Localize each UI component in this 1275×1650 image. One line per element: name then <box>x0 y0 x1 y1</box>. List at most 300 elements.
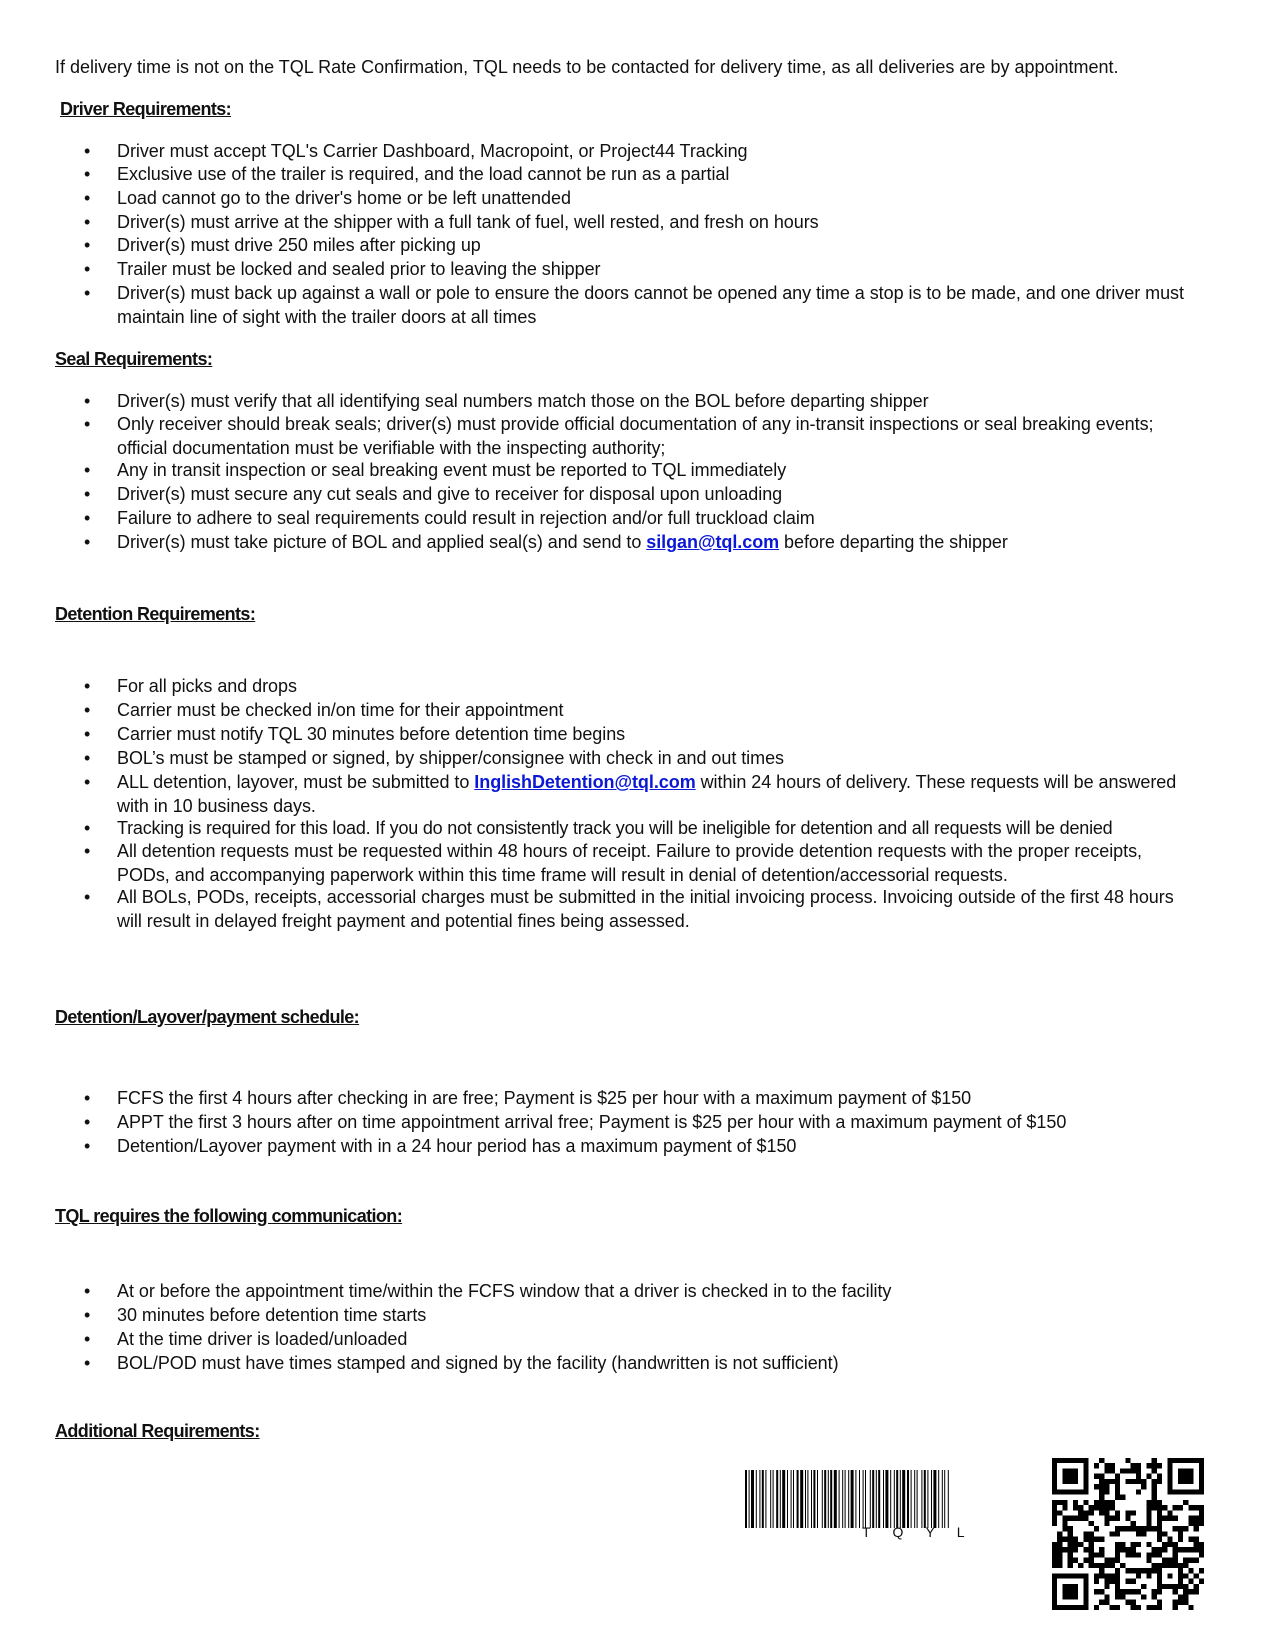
qr-module <box>1199 1568 1204 1573</box>
bullet: • <box>84 508 91 528</box>
barcode-bar <box>911 1470 912 1528</box>
qr-module <box>1083 1531 1088 1536</box>
qr-module <box>1157 1500 1162 1505</box>
qr-module <box>1146 1573 1151 1578</box>
qr-module <box>1125 1552 1130 1557</box>
qr-module <box>1152 1500 1157 1505</box>
qr-module <box>1183 1600 1188 1605</box>
qr-module <box>1068 1531 1073 1536</box>
qr-module <box>1073 1537 1078 1542</box>
intro-text: If delivery time is not on the TQL Rate Confirmation, TQL needs to be contacted for delivery time, as all deliveries are by appointment. <box>55 57 1119 77</box>
qr-module <box>1152 1552 1157 1557</box>
qr-module <box>1131 1589 1136 1594</box>
qr-module <box>1099 1484 1104 1489</box>
qr-module <box>1115 1531 1120 1536</box>
qr-module <box>1152 1547 1157 1552</box>
qr-module <box>1062 1468 1078 1484</box>
qr-code <box>1052 1458 1204 1610</box>
qr-module <box>1199 1579 1204 1584</box>
qr-module <box>1167 1510 1172 1515</box>
qr-module <box>1062 1547 1067 1552</box>
qr-module <box>1141 1584 1146 1589</box>
barcode-bar <box>870 1470 871 1528</box>
qr-module <box>1146 1510 1151 1515</box>
qr-module <box>1125 1600 1130 1605</box>
qr-module <box>1110 1516 1115 1521</box>
qr-module <box>1125 1479 1130 1484</box>
qr-module <box>1152 1489 1157 1494</box>
list-item: For all picks and drops <box>117 676 297 696</box>
qr-module <box>1099 1600 1104 1605</box>
barcode-bar <box>797 1470 799 1528</box>
qr-module <box>1152 1458 1157 1463</box>
barcode-bar <box>917 1470 918 1528</box>
list-item: Driver(s) must back up against a wall or pole to ensure the doors cannot be opened any time a stop is to be made, and one driver must maintain line of sight with the trailer doors at all times <box>117 283 1184 327</box>
qr-module <box>1120 1563 1125 1568</box>
bullet: • <box>84 1112 91 1132</box>
qr-module <box>1183 1547 1188 1552</box>
qr-module <box>1104 1516 1109 1521</box>
communication-heading: TQL requires the following communication: <box>55 1206 403 1226</box>
qr-module <box>1136 1526 1141 1531</box>
qr-module <box>1104 1468 1109 1473</box>
qr-module <box>1146 1558 1151 1563</box>
qr-module <box>1136 1468 1141 1473</box>
qr-module <box>1073 1547 1078 1552</box>
item-text: Driver(s) must take picture of BOL and applied seal(s) and send to <box>117 532 647 552</box>
qr-module <box>1162 1516 1167 1521</box>
qr-module <box>1157 1526 1162 1531</box>
qr-module <box>1062 1537 1067 1542</box>
list-item: Trailer must be locked and sealed prior to leaving the shipper <box>117 259 601 279</box>
barcode-bar <box>863 1470 864 1528</box>
qr-module <box>1152 1594 1157 1599</box>
qr-module <box>1188 1547 1193 1552</box>
qr-module <box>1183 1589 1188 1594</box>
qr-module <box>1115 1474 1120 1479</box>
qr-module <box>1146 1605 1151 1610</box>
qr-module <box>1099 1573 1104 1578</box>
qr-module <box>1057 1547 1062 1552</box>
barcode-bar <box>900 1470 901 1528</box>
qr-module <box>1183 1526 1188 1531</box>
qr-module <box>1057 1510 1062 1515</box>
qr-module <box>1178 1537 1183 1542</box>
qr-module <box>1115 1516 1120 1521</box>
qr-module <box>1136 1531 1141 1536</box>
list-item <box>117 771 1197 818</box>
qr-module <box>1131 1568 1136 1573</box>
list-item: APPT the first 3 hours after on time appointment arrival free; Payment is $25 per hour with a maximum payment of $150 <box>117 1112 1067 1132</box>
qr-module <box>1136 1568 1141 1573</box>
qr-module <box>1094 1537 1099 1542</box>
qr-module <box>1188 1579 1193 1584</box>
list-item: Driver(s) must secure any cut seals and give to receiver for disposal upon unloading <box>117 484 783 504</box>
qr-module <box>1188 1605 1193 1610</box>
qr-module <box>1167 1542 1172 1547</box>
barcode-bar <box>883 1470 884 1528</box>
bullet: • <box>84 676 91 696</box>
qr-module <box>1194 1584 1199 1589</box>
qr-module <box>1194 1537 1199 1542</box>
bullet: • <box>84 532 91 552</box>
qr-module <box>1194 1589 1199 1594</box>
qr-module <box>1157 1516 1162 1521</box>
list-item: Driver must accept TQL's Carrier Dashboard, Macropoint, or Project44 Tracking <box>117 141 748 161</box>
qr-module <box>1110 1505 1115 1510</box>
bullet: • <box>84 887 91 907</box>
qr-module <box>1183 1573 1188 1578</box>
qr-module <box>1146 1474 1151 1479</box>
qr-module <box>1157 1589 1162 1594</box>
qr-module <box>1057 1500 1062 1505</box>
qr-module <box>1115 1579 1120 1584</box>
qr-module <box>1099 1500 1104 1505</box>
barcode-bar <box>859 1470 860 1528</box>
qr-module <box>1173 1558 1178 1563</box>
barcode <box>745 1470 1033 1530</box>
barcode-caption: TQYL <box>862 1524 987 1540</box>
barcode-bar <box>756 1470 757 1528</box>
qr-module <box>1104 1500 1109 1505</box>
qr-module <box>1068 1542 1073 1547</box>
qr-module <box>1094 1605 1099 1610</box>
list-item: Driver(s) must drive 250 miles after picking up <box>117 235 481 255</box>
qr-module <box>1141 1531 1146 1536</box>
qr-module <box>1152 1589 1157 1594</box>
qr-module <box>1152 1605 1157 1610</box>
barcode-bar <box>924 1470 926 1528</box>
qr-module <box>1188 1589 1193 1594</box>
barcode-bar <box>872 1470 874 1528</box>
qr-module <box>1110 1468 1115 1473</box>
qr-module <box>1104 1479 1109 1484</box>
qr-module <box>1094 1484 1099 1489</box>
list-item: Carrier must notify TQL 30 minutes before detention time begins <box>117 724 626 744</box>
bullet: • <box>84 1329 91 1349</box>
barcode-bar <box>793 1470 794 1528</box>
qr-module <box>1136 1479 1141 1484</box>
qr-module <box>1120 1594 1125 1599</box>
qr-module <box>1131 1605 1136 1610</box>
qr-module <box>1099 1563 1104 1568</box>
qr-module <box>1173 1526 1178 1531</box>
qr-module <box>1131 1510 1136 1515</box>
qr-module <box>1120 1526 1125 1531</box>
barcode-bar <box>890 1470 891 1528</box>
qr-module <box>1125 1526 1130 1531</box>
qr-module <box>1152 1463 1157 1468</box>
qr-module <box>1062 1521 1067 1526</box>
list-item: At or before the appointment time/within the FCFS window that a driver is checked in to the facility <box>117 1281 892 1301</box>
qr-module <box>1115 1552 1120 1557</box>
qr-module <box>1131 1600 1136 1605</box>
qr-module <box>1146 1516 1151 1521</box>
qr-module <box>1083 1558 1088 1563</box>
qr-module <box>1199 1542 1204 1547</box>
bullet: • <box>84 700 91 720</box>
item-text: before departing the shipper <box>779 532 1008 552</box>
qr-module <box>1183 1500 1188 1505</box>
qr-module <box>1188 1516 1193 1521</box>
qr-module <box>1157 1600 1162 1605</box>
qr-module <box>1167 1537 1172 1542</box>
barcode-bar <box>851 1470 854 1528</box>
qr-module <box>1131 1521 1136 1526</box>
qr-module <box>1188 1505 1193 1510</box>
barcode-bar <box>942 1470 943 1528</box>
qr-module <box>1115 1484 1120 1489</box>
qr-module <box>1115 1594 1120 1599</box>
barcode-bar <box>813 1470 815 1528</box>
qr-module <box>1136 1542 1141 1547</box>
qr-module <box>1068 1547 1073 1552</box>
qr-module <box>1115 1495 1120 1500</box>
qr-module <box>1125 1568 1130 1573</box>
qr-module <box>1157 1537 1162 1542</box>
qr-module <box>1162 1505 1167 1510</box>
bullet: • <box>84 414 91 434</box>
list-item: Driver(s) must verify that all identifying seal numbers match those on the BOL before departing shipper <box>117 391 929 411</box>
qr-module <box>1115 1584 1120 1589</box>
detention-requirements-heading: Detention Requirements: <box>55 604 256 624</box>
qr-module <box>1152 1563 1157 1568</box>
bullet: • <box>84 212 91 232</box>
qr-module <box>1115 1479 1120 1484</box>
barcode-bar <box>780 1470 781 1528</box>
qr-module <box>1094 1579 1099 1584</box>
qr-module <box>1110 1579 1115 1584</box>
qr-module <box>1068 1526 1073 1531</box>
qr-module <box>1125 1589 1130 1594</box>
bullet: • <box>84 818 91 838</box>
qr-module <box>1052 1547 1057 1552</box>
list-item: BOL’s must be stamped or signed, by shipper/consignee with check in and out times <box>117 748 784 768</box>
bullet: • <box>84 141 91 161</box>
qr-module <box>1146 1463 1151 1468</box>
qr-module <box>1073 1558 1078 1563</box>
qr-module <box>1178 1526 1183 1531</box>
qr-module <box>1173 1605 1178 1610</box>
qr-module <box>1099 1495 1104 1500</box>
qr-module <box>1110 1479 1115 1484</box>
qr-module <box>1152 1479 1157 1484</box>
qr-module <box>1125 1547 1130 1552</box>
qr-module <box>1131 1552 1136 1557</box>
qr-module <box>1173 1516 1178 1521</box>
qr-module <box>1183 1594 1188 1599</box>
qr-module <box>1136 1463 1141 1468</box>
qr-module <box>1131 1468 1136 1473</box>
barcode-bar <box>855 1470 856 1528</box>
qr-module <box>1110 1573 1115 1578</box>
qr-module <box>1194 1542 1199 1547</box>
qr-module <box>1104 1579 1109 1584</box>
qr-module <box>1162 1531 1167 1536</box>
qr-module <box>1104 1573 1109 1578</box>
qr-module <box>1141 1484 1146 1489</box>
qr-module <box>1136 1474 1141 1479</box>
qr-module <box>1173 1600 1178 1605</box>
barcode-bar <box>931 1470 932 1528</box>
qr-module <box>1194 1521 1199 1526</box>
qr-module <box>1125 1516 1130 1521</box>
qr-module <box>1194 1516 1199 1521</box>
bullet: • <box>84 484 91 504</box>
barcode-bar <box>800 1470 803 1528</box>
qr-module <box>1120 1589 1125 1594</box>
qr-module <box>1152 1568 1157 1573</box>
barcode-bar <box>787 1470 788 1528</box>
qr-module <box>1073 1516 1078 1521</box>
barcode-bar <box>842 1470 843 1528</box>
qr-module <box>1052 1510 1057 1515</box>
barcode-bar <box>791 1470 792 1528</box>
qr-module <box>1173 1505 1178 1510</box>
barcode-bar <box>776 1470 778 1528</box>
bullet: • <box>84 460 91 480</box>
qr-module <box>1104 1463 1109 1468</box>
barcode-bar <box>770 1470 771 1528</box>
qr-module <box>1146 1542 1151 1547</box>
qr-module <box>1194 1573 1199 1578</box>
qr-module <box>1099 1552 1104 1557</box>
qr-module <box>1136 1589 1141 1594</box>
barcode-bar <box>822 1470 823 1528</box>
qr-module <box>1146 1568 1151 1573</box>
qr-module <box>1120 1495 1125 1500</box>
qr-module <box>1083 1510 1088 1515</box>
qr-module <box>1089 1505 1094 1510</box>
email-link[interactable]: InglishDetention@tql.com <box>474 772 696 792</box>
qr-module <box>1115 1510 1120 1515</box>
qr-module <box>1178 1531 1183 1536</box>
list-item: Only receiver should break seals; driver(s) must provide official documentation of any in-transit inspections or seal breaking events; official documentation must be verifiable with the inspecting authority; <box>117 414 1154 458</box>
bullet: • <box>84 283 91 303</box>
qr-module <box>1146 1526 1151 1531</box>
list-item: Exclusive use of the trailer is required, and the load cannot be run as a partial <box>117 164 730 184</box>
qr-module <box>1115 1605 1120 1610</box>
item-text: ALL detention, layover, must be submitted to <box>117 772 475 792</box>
qr-module <box>1089 1537 1094 1542</box>
qr-module <box>1199 1510 1204 1515</box>
qr-module <box>1089 1552 1094 1557</box>
qr-module <box>1115 1568 1120 1573</box>
qr-module <box>1068 1558 1073 1563</box>
qr-module <box>1173 1552 1178 1557</box>
qr-module <box>1057 1542 1062 1547</box>
bullet: • <box>84 772 91 792</box>
barcode-bar <box>782 1470 785 1528</box>
qr-module <box>1094 1500 1099 1505</box>
barcode-bar <box>896 1470 898 1528</box>
qr-module <box>1178 1547 1183 1552</box>
barcode-bar <box>885 1470 888 1528</box>
bullet: • <box>84 1305 91 1325</box>
list-item: All detention requests must be requested within 48 hours of receipt. Failure to provide detention requests with the proper receipts, PODs, and accompanying paperwork within this time frame will result in denial of detention/accessorial requests. <box>117 841 1142 885</box>
qr-module <box>1141 1479 1146 1484</box>
qr-module <box>1188 1521 1193 1526</box>
qr-module <box>1057 1537 1062 1542</box>
qr-module <box>1110 1605 1115 1610</box>
qr-module <box>1099 1547 1104 1552</box>
qr-module <box>1199 1521 1204 1526</box>
list-item: At the time driver is loaded/unloaded <box>117 1329 408 1349</box>
barcode-bar <box>834 1470 837 1528</box>
qr-module <box>1110 1558 1115 1563</box>
qr-module <box>1078 1563 1083 1568</box>
bullet: • <box>84 164 91 184</box>
qr-module <box>1194 1526 1199 1531</box>
qr-module <box>1120 1542 1125 1547</box>
barcode-bar <box>828 1470 829 1528</box>
barcode-bar <box>865 1470 866 1528</box>
qr-module <box>1073 1500 1078 1505</box>
email-link[interactable]: silgan@tql.com <box>646 532 780 552</box>
qr-module <box>1194 1505 1199 1510</box>
qr-module <box>1157 1510 1162 1515</box>
barcode-bar <box>907 1470 909 1528</box>
qr-module <box>1068 1537 1073 1542</box>
qr-module <box>1110 1463 1115 1468</box>
qr-module <box>1099 1505 1104 1510</box>
qr-module <box>1173 1589 1178 1594</box>
qr-module <box>1068 1552 1073 1557</box>
qr-module <box>1199 1552 1204 1557</box>
qr-module <box>1131 1479 1136 1484</box>
barcode-bar <box>773 1470 774 1528</box>
qr-module <box>1052 1516 1057 1521</box>
barcode-bar <box>927 1470 928 1528</box>
qr-module <box>1157 1605 1162 1610</box>
qr-module <box>1057 1558 1062 1563</box>
qr-module <box>1073 1542 1078 1547</box>
qr-module <box>1141 1594 1146 1599</box>
qr-module <box>1183 1584 1188 1589</box>
qr-module <box>1052 1552 1057 1557</box>
qr-module <box>1052 1563 1057 1568</box>
qr-module <box>1078 1505 1083 1510</box>
qr-module <box>1167 1516 1172 1521</box>
barcode-bar <box>914 1470 915 1528</box>
item-text: within 24 hours of delivery. These requests will be answered with in 10 business days. <box>117 772 1177 816</box>
barcode-bar <box>938 1470 939 1528</box>
barcode-bar <box>878 1470 880 1528</box>
barcode-bar <box>811 1470 812 1528</box>
qr-module <box>1188 1558 1193 1563</box>
qr-module <box>1057 1531 1062 1536</box>
qr-module <box>1178 1468 1194 1484</box>
qr-module <box>1078 1516 1083 1521</box>
qr-module <box>1146 1500 1151 1505</box>
list-item: Tracking is required for this load. If you do not consistently track you will be ineligible for detention and all requests will be denied <box>117 818 1113 838</box>
qr-module <box>1099 1458 1104 1463</box>
barcode-bar <box>848 1470 849 1528</box>
list-item <box>117 531 1197 555</box>
qr-module <box>1157 1531 1162 1536</box>
qr-module <box>1099 1489 1104 1494</box>
qr-module <box>1094 1505 1099 1510</box>
barcode-bar <box>948 1470 949 1528</box>
list-item: FCFS the first 4 hours after checking in are free; Payment is $25 per hour with a maximum payment of $150 <box>117 1088 972 1108</box>
qr-module <box>1162 1558 1167 1563</box>
qr-module <box>1131 1547 1136 1552</box>
driver-requirements-heading: Driver Requirements: <box>60 99 232 119</box>
qr-module <box>1115 1558 1120 1563</box>
qr-module <box>1104 1484 1109 1489</box>
qr-module <box>1157 1521 1162 1526</box>
qr-module <box>1167 1573 1172 1578</box>
